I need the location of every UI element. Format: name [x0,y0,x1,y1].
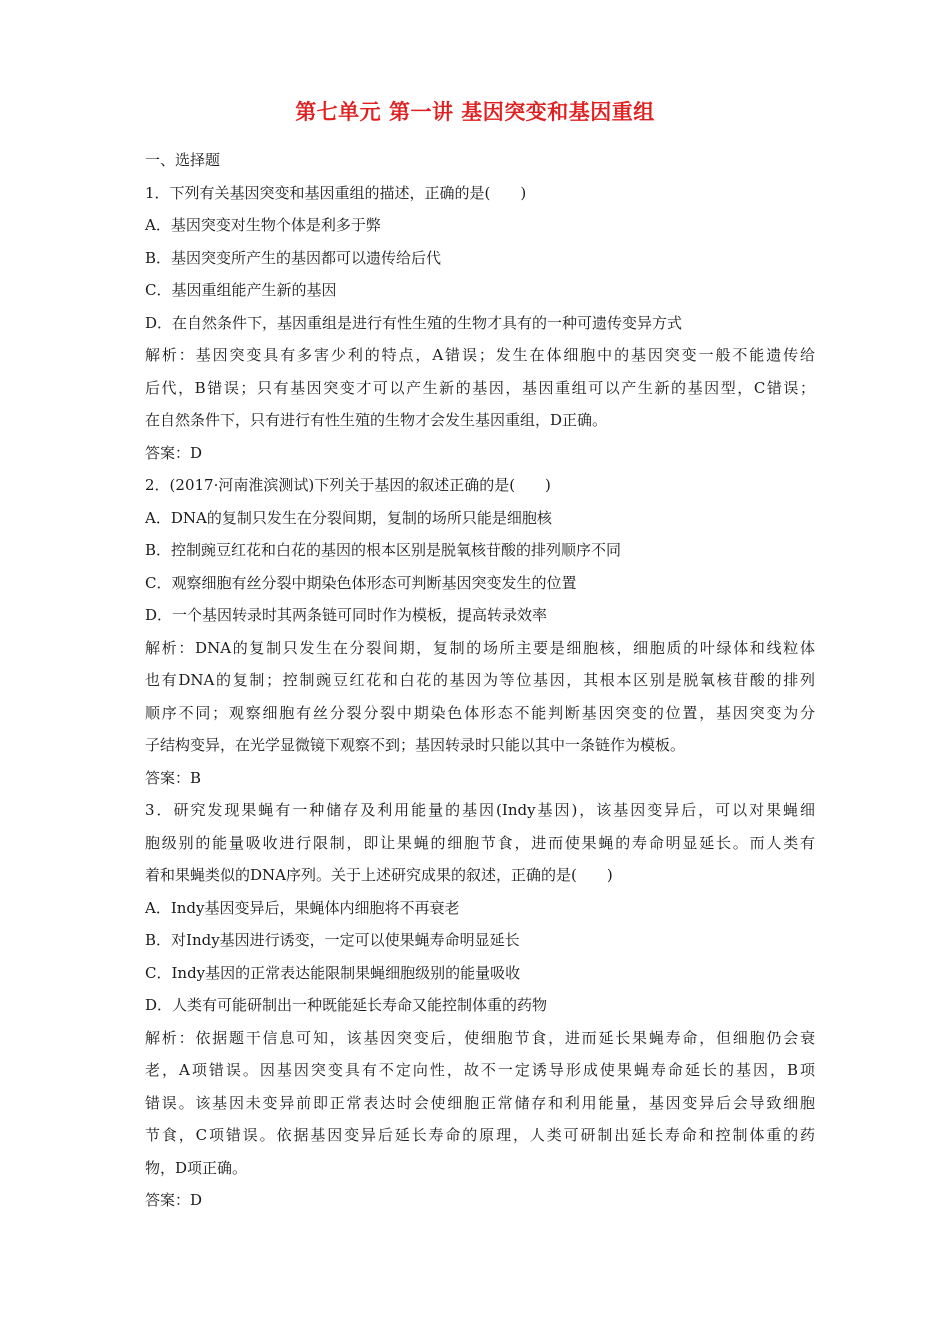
text-line: 解析：DNA的复制只发生在分裂间期，复制的场所主要是细胞核，细胞质的叶绿体和线粒体 [145,638,815,657]
text-line: 节食，C项错误。依据基因变异后延长寿命的原理，人类可研制出延长寿命和控制体重的药 [145,1126,815,1144]
text-line: C．基因重组能产生新的基因 [145,281,337,299]
text-line: 解析：依据题干信息可知，该基因突变后，使细胞节食，进而延长果蝇寿命，但细胞仍会衰 [145,1028,815,1047]
text-line: 答案：D [145,1191,203,1209]
text-line: 胞级别的能量吸收进行限制，即让果蝇的细胞节食，进而使果蝇的寿命明显延长。而人类有 [145,833,815,852]
text-line: B．对Indy基因进行诱变，一定可以使果蝇寿命明显延长 [145,931,520,949]
text-line: 2．(2017·河南淮滨测试)下列关于基因的叙述正确的是( ) [145,476,551,494]
text-line: 在自然条件下，只有进行有性生殖的生物才会发生基因重组，D正确。 [145,411,608,429]
text-line: 老，A项错误。因基因突变具有不定向性，故不一定诱导形成使果蝇寿命延长的基因，B项 [145,1061,815,1079]
text-line: 子结构变异，在光学显微镜下观察不到；基因转录时只能以其中一条链作为模板。 [145,736,686,754]
page-title: 第七单元 第一讲 基因突变和基因重组 [295,99,655,124]
text-line: 答案：B [145,768,202,787]
text-line: D．一个基因转录时其两条链可同时作为模板，提高转录效率 [145,606,548,624]
text-line: B．基因突变所产生的基因都可以遗传给后代 [145,248,442,267]
text-line: 错误。该基因未变异前即正常表达时会使细胞正常储存和利用能量，基因变异后会导致细胞 [145,1093,815,1112]
text-line: A．基因突变对生物个体是利多于弊 [145,216,381,234]
text-line: 也有DNA的复制；控制豌豆红花和白花的基因为等位基因，其根本区别是脱氧核苷酸的排列 [145,671,815,689]
text-line: A．DNA的复制只发生在分裂间期，复制的场所只能是细胞核 [145,508,552,527]
text-line: C．观察细胞有丝分裂中期染色体形态可判断基因突变发生的位置 [145,573,577,592]
text-line: 物，D项正确。 [145,1158,248,1177]
text-line: 顺序不同；观察细胞有丝分裂分裂中期染色体形态不能判断基因突变的位置，基因突变为分 [145,703,815,722]
document-body [145,144,815,1217]
text-line: 3．研究发现果蝇有一种储存及利用能量的基因(Indy基因)，该基因变异后，可以对果蝇细 [145,801,815,819]
text-line: 后代，B错误；只有基因突变才可以产生新的基因，基因重组可以产生新的基因型，C错误； [145,378,815,397]
text-line: C．Indy基因的正常表达能限制果蝇细胞级别的能量吸收 [145,963,521,982]
text-line: B．控制豌豆红花和白花的基因的根本区别是脱氧核苷酸的排列顺序不同 [145,541,622,559]
text-line: 答案：D [145,443,203,462]
text-line: 1．下列有关基因突变和基因重组的描述，正确的是( ) [145,183,527,202]
text-line: 解析：基因突变具有多害少利的特点，A错误；发生在体细胞中的基因突变一般不能遗传给 [145,346,815,364]
text-line: 着和果蝇类似的DNA序列。关于上述研究成果的叙述，正确的是( ) [145,866,613,884]
text-line: 一、选择题 [145,151,221,169]
text-line: D．在自然条件下，基因重组是进行有性生殖的生物才具有的一种可遗传变异方式 [145,313,683,332]
text-line: D．人类有可能研制出一种既能延长寿命又能控制体重的药物 [145,996,548,1014]
text-line: A．Indy基因变异后，果蝇体内细胞将不再衰老 [145,898,460,917]
